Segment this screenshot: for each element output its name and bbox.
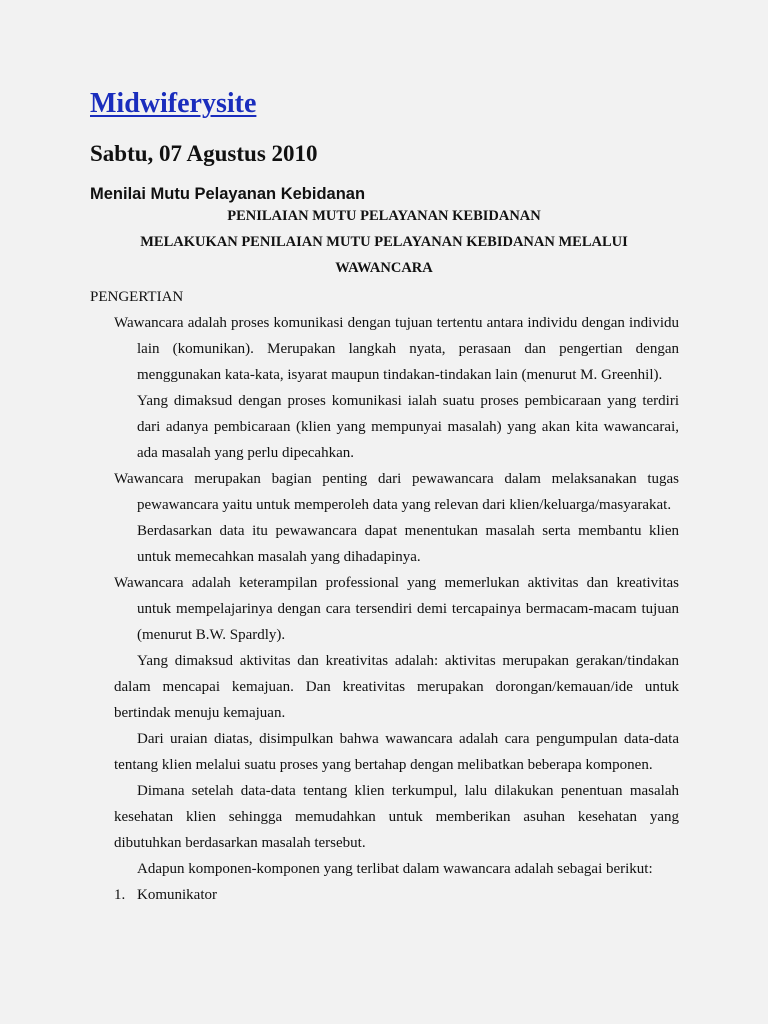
text-line: ada masalah yang perlu dipecahkan. [137, 445, 354, 461]
text-line: untuk mempelajarinya dengan cara tersendiri demi tercapainya bermacam-macam tujuan [137, 601, 679, 617]
doc-heading-2-line-1: MELAKUKAN PENILAIAN MUTU PELAYANAN KEBIDANAN MELALUI [140, 234, 628, 250]
text-line: Dimana setelah data-data tentang klien terkumpul, lalu dilakukan penentuan masalah [137, 783, 679, 799]
text-line: dari adanya pembicaraan (klien yang mempunyai masalah) yang akan kita wawancarai, [137, 419, 679, 435]
list-item-number: 1. [114, 887, 126, 903]
text-line: Berdasarkan data itu pewawancara dapat menentukan masalah serta membantu klien [137, 523, 679, 539]
text-line: Yang dimaksud aktivitas dan kreativitas adalah: aktivitas merupakan gerakan/tindakan [137, 653, 679, 669]
text-line: Wawancara merupakan bagian penting dari pewawancara dalam melaksanakan tugas [114, 471, 679, 487]
text-line: dibutuhkan berdasarkan masalah tersebut. [114, 835, 366, 851]
text-line: pewawancara yaitu untuk memperoleh data yang relevan dari klien/keluarga/masyarakat. [137, 497, 672, 513]
section-heading: PENGERTIAN [90, 289, 184, 305]
text-line: tentang klien melalui suatu proses yang bertahap dengan melibatkan beberapa komponen. [114, 757, 653, 773]
text-line: kesehatan klien sehingga memudahkan untuk memberikan asuhan kesehatan yang [114, 809, 679, 825]
text-line: Dari uraian diatas, disimpulkan bahwa wawancara adalah cara pengumpulan data-data [137, 731, 679, 747]
text-line: Wawancara adalah proses komunikasi dengan tujuan tertentu antara individu dengan individu [114, 315, 679, 331]
list-item-text: Komunikator [137, 887, 217, 903]
post-date: Sabtu, 07 Agustus 2010 [90, 141, 318, 166]
text-line: bertindak menuju kemajuan. [114, 705, 286, 721]
text-line: Adapun komponen-komponen yang terlibat dalam wawancara adalah sebagai berikut: [137, 861, 653, 877]
text-line: Wawancara adalah keterampilan professional yang memerlukan aktivitas dan kreativitas [114, 575, 679, 591]
site-title-link[interactable]: Midwiferysite [90, 88, 257, 119]
doc-heading-1: PENILAIAN MUTU PELAYANAN KEBIDANAN [227, 208, 541, 224]
text-line: untuk memecahkan masalah yang dihadapinya. [137, 549, 421, 565]
text-line: menggunakan kata-kata, isyarat maupun tindakan-tindakan lain (menurut M. Greenhil). [137, 367, 663, 383]
text-line: Yang dimaksud dengan proses komunikasi ialah suatu proses pembicaraan yang terdiri [137, 393, 679, 409]
text-line: (menurut B.W. Spardly). [137, 627, 286, 643]
text-line: dalam mencapai kemajuan. Dan kreativitas merupakan dorongan/kemauan/ide untuk [114, 679, 679, 695]
text-line: lain (komunikan). Merupakan langkah nyata, perasaan dan pengertian dengan [137, 341, 679, 357]
doc-heading-2-line-2: WAWANCARA [335, 260, 433, 276]
post-title: Menilai Mutu Pelayanan Kebidanan [90, 185, 366, 203]
